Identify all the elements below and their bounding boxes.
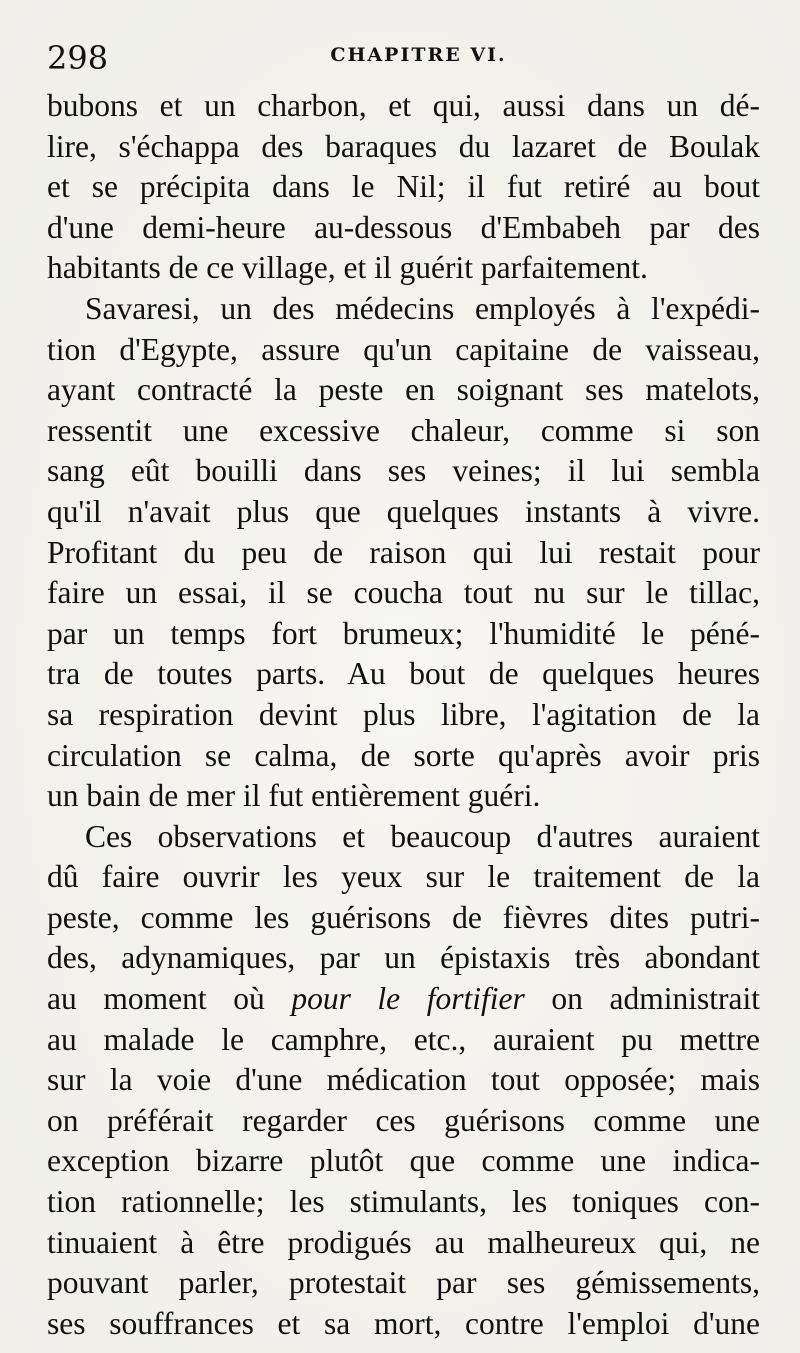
text-line: tion d'Egypte, assure qu'un capitaine de vaisseau, (47, 331, 760, 367)
text-line: pouvant parler, protestait par ses gémissements, (47, 1265, 760, 1301)
text-line: ayant contracté la peste en soignant ses matelots, (47, 372, 760, 408)
paragraph-3 (47, 817, 760, 1345)
text-line: Profitant du peu de raison qui lui restait pour (47, 534, 760, 570)
text-line: bubons et un charbon, et qui, aussi dans un dé- (47, 88, 760, 123)
text-line: Savaresi, un des médecins employés à l'expédi- (85, 290, 760, 326)
text-line: sa respiration devint plus libre, l'agitation de la (47, 696, 760, 732)
page-header (47, 38, 760, 86)
page-number: 298 (47, 39, 109, 77)
paragraph-2 (47, 289, 760, 817)
text-line: tinuaient à être prodigués au malheureux qui, ne (47, 1224, 760, 1260)
running-head: CHAPITRE VI. (330, 44, 507, 66)
text-line: habitants de ce village, et il guérit parfaitement. (47, 250, 648, 286)
text-line: au malade le camphre, etc., auraient pu mettre (47, 1021, 760, 1057)
text-line: par un temps fort brumeux; l'humidité le péné- (47, 615, 760, 651)
paragraph-1 (47, 86, 760, 289)
text-line: tra de toutes parts. Au bout de quelques heures (47, 656, 760, 692)
text-line: sur la voie d'une médication tout opposée; mais (47, 1062, 760, 1098)
text-line: sang eût bouilli dans ses veines; il lui sembla (47, 453, 760, 489)
text-line: ses souffrances et sa mort, contre l'emploi d'une (47, 1305, 760, 1341)
text-segment: au moment où (47, 981, 292, 1017)
text-line: d'une demi-heure au-dessous d'Embabeh par des (47, 209, 760, 245)
body-text (47, 86, 760, 1344)
text-line: ressentit une excessive chaleur, comme si son (47, 412, 760, 448)
text-line: et se précipita dans le Nil; il fut retiré au bout (47, 169, 760, 205)
text-line: on préférait regarder ces guérisons comme une (47, 1102, 760, 1138)
text-line: un bain de mer il fut entièrement guéri. (47, 778, 541, 814)
text-line: tion rationnelle; les stimulants, les toniques con- (47, 1184, 760, 1220)
text-segment: on administrait (524, 981, 760, 1017)
text-line: exception bizarre plutôt que comme une indica- (47, 1143, 760, 1179)
text-line: qu'il n'avait plus que quelques instants à vivre. (47, 493, 760, 529)
text-line: dû faire ouvrir les yeux sur le traitement de la (47, 859, 760, 895)
text-line: faire un essai, il se coucha tout nu sur le tillac, (47, 575, 760, 611)
text-line: lire, s'échappa des baraques du lazaret de Boulak (47, 128, 760, 164)
text-line: peste, comme les guérisons de fièvres dites putri- (47, 899, 760, 935)
text-line: circulation se calma, de sorte qu'après avoir pris (47, 737, 760, 773)
italic-phrase: pour le fortifier (291, 981, 525, 1017)
text-line: Ces observations et beaucoup d'autres auraient (85, 818, 760, 854)
text-line: des, adynamiques, par un épistaxis très abondant (47, 940, 760, 976)
text-line-with-italic (47, 979, 760, 1020)
